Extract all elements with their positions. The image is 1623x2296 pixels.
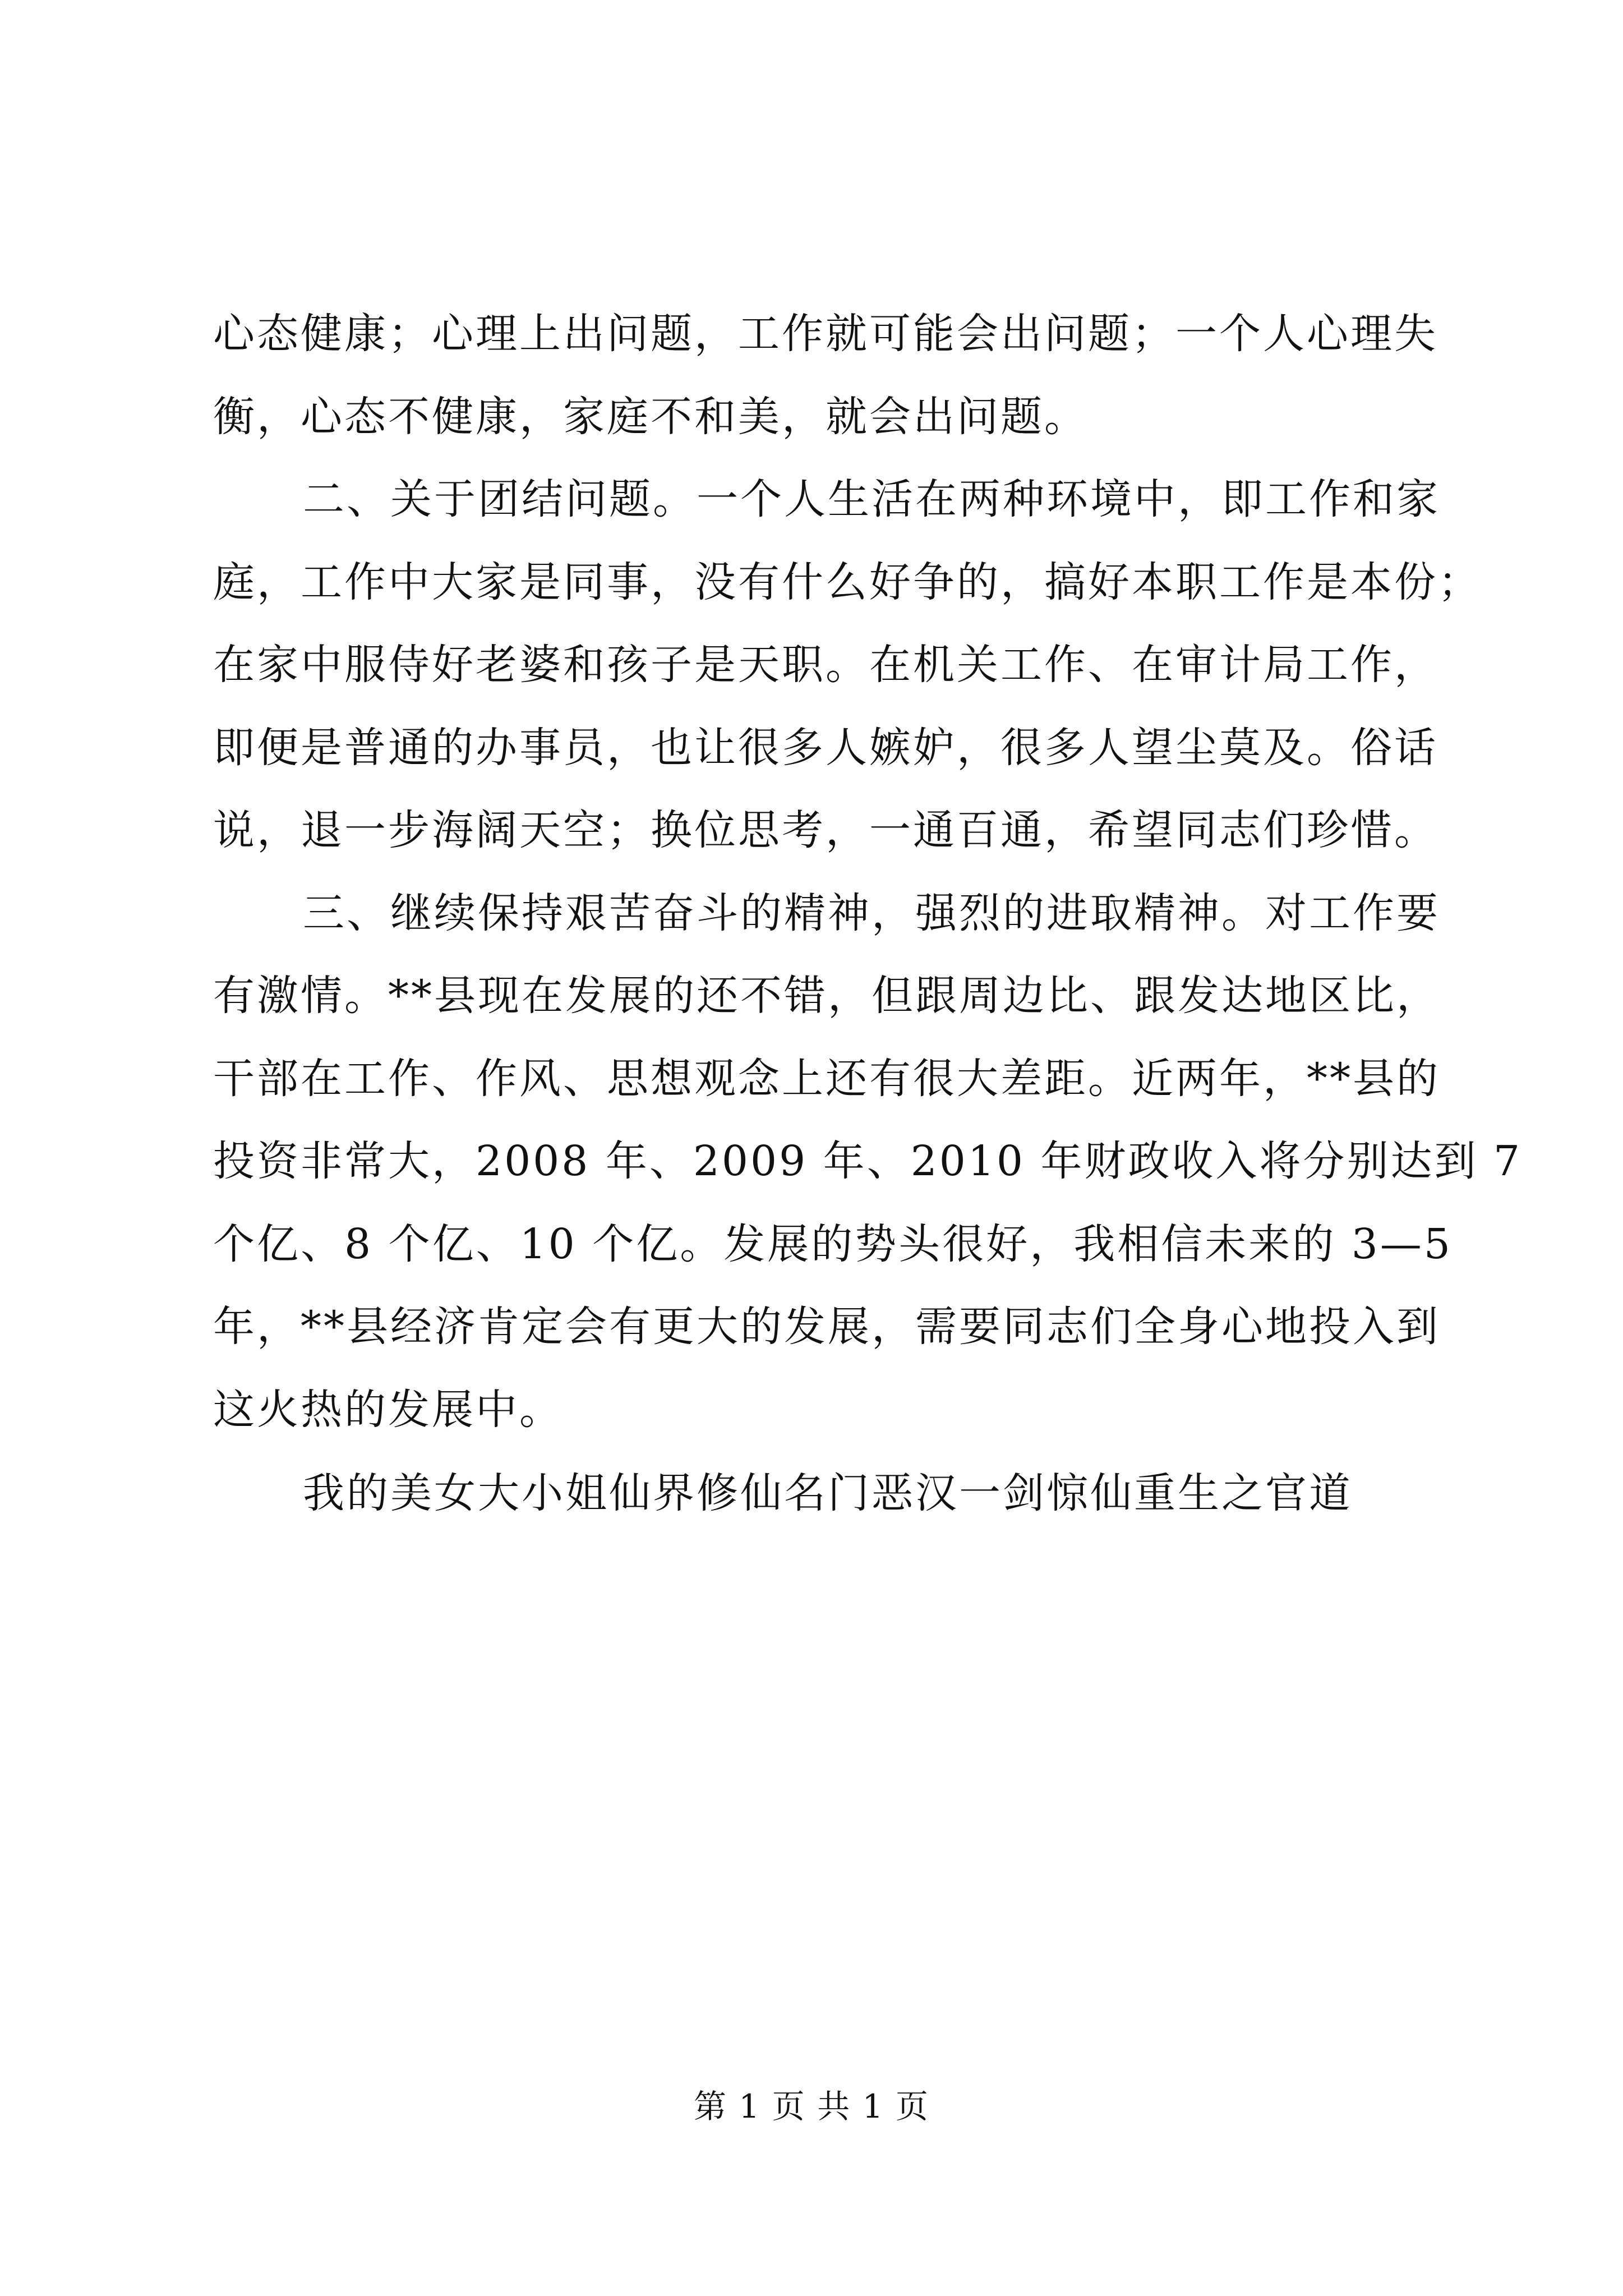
- paragraph-3-line-2: 有激情。**县现在发展的还不错，但跟周边比、跟发达地区比，: [213, 972, 1440, 1020]
- paragraph-3-line-7: 这火热的发展中。: [213, 1386, 563, 1434]
- paragraph-2-line-5: 说，退一步海阔天空；换位思考，一通百通，希望同志们珍惜。: [213, 806, 1438, 854]
- paragraph-2-line-1: 二、关于团结问题。一个人生活在两种环境中，即工作和家: [303, 475, 1440, 523]
- paragraph-3-line-3: 干部在工作、作风、思想观念上还有很大差距。近两年，**县的: [213, 1055, 1440, 1103]
- paragraph-2-line-3: 在家中服侍好老婆和孩子是天职。在机关工作、在审计局工作，: [213, 641, 1438, 689]
- page-number-text: 第 1 页 共 1 页: [694, 2087, 929, 2125]
- paragraph-2-line-4: 即便是普通的办事员，也让很多人嫉妒，很多人望尘莫及。俗话: [213, 724, 1438, 772]
- paragraph-3-line-1: 三、继续保持艰苦奋斗的精神，强烈的进取精神。对工作要: [303, 889, 1440, 937]
- paragraph-3-line-5: 个亿、8 个亿、10 个亿。发展的势头很好，我相信未来的 3—5: [213, 1220, 1453, 1268]
- paragraph-3-line-4: 投资非常大，2008 年、2009 年、2010 年财政收入将分别达到 7: [213, 1137, 1523, 1185]
- paragraph-1-line-2: 衡，心态不健康，家庭不和美，就会出问题。: [213, 393, 1088, 441]
- paragraph-2-line-2: 庭，工作中大家是同事，没有什么好争的，搞好本职工作是本份；: [213, 558, 1482, 606]
- paragraph-1-line-1: 心态健康；心理上出问题，工作就可能会出问题；一个人心理失: [213, 310, 1438, 358]
- paragraph-4-line-1: 我的美女大小姐仙界修仙名门恶汉一剑惊仙重生之官道: [303, 1469, 1353, 1517]
- page-footer: [0, 2084, 1623, 2129]
- paragraph-3-line-6: 年，**县经济肯定会有更大的发展，需要同志们全身心地投入到: [213, 1303, 1440, 1351]
